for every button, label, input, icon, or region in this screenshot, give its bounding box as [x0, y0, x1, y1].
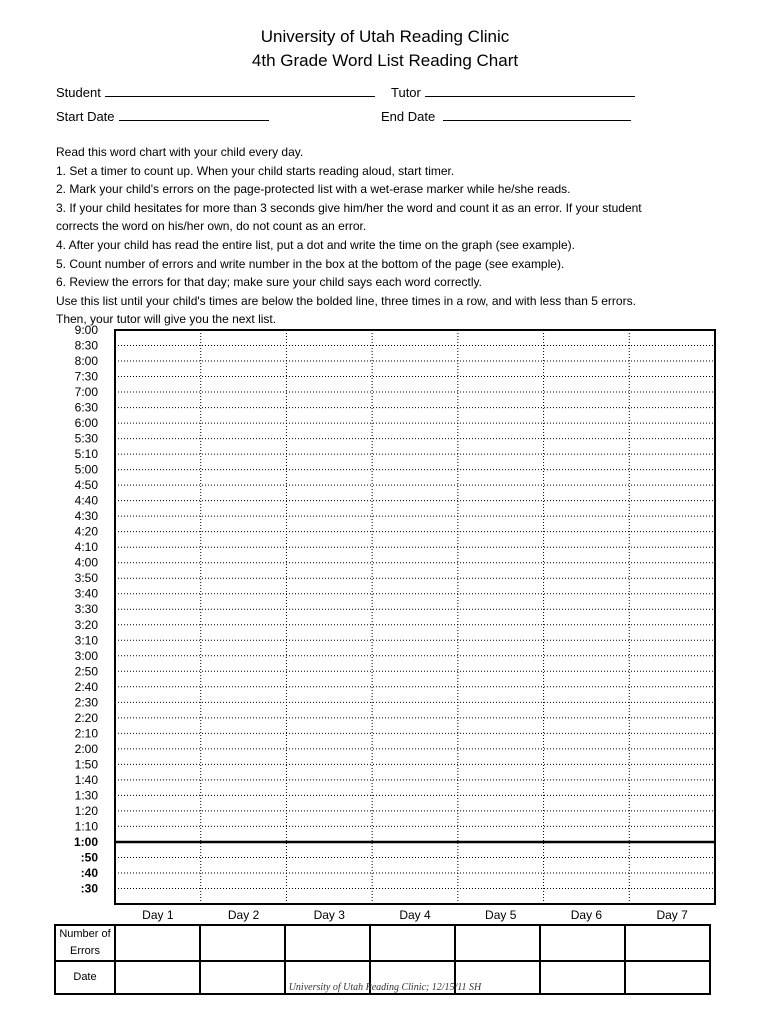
time-label: 6:00	[74, 416, 98, 431]
errors-cell-day-6[interactable]	[540, 925, 625, 961]
time-label: 5:30	[74, 431, 98, 446]
errors-cell-day-7[interactable]	[625, 925, 710, 961]
instruction-line: 6. Review the errors for that day; make sure your child says each word correctly.	[56, 275, 482, 290]
time-label: 1:30	[74, 788, 98, 803]
instruction-line: 4. After your child has read the entire list, put a dot and write the time on the graph (see example).	[56, 237, 575, 252]
page-title: University of Utah Reading Clinic	[260, 27, 510, 46]
time-label: 2:20	[74, 710, 98, 725]
day-label: Day 1	[142, 908, 174, 922]
errors-cell-day-1[interactable]	[115, 925, 200, 961]
time-label: 4:40	[74, 493, 98, 508]
time-label: 1:00	[73, 834, 98, 849]
time-label: 2:10	[74, 726, 98, 741]
time-label: 3:30	[74, 602, 98, 617]
time-label: 5:00	[74, 462, 98, 477]
instruction-line: corrects the word on his/her own, do not count as an error.	[56, 219, 367, 234]
time-label: 1:40	[74, 772, 98, 787]
day-label: Day 3	[313, 908, 345, 922]
time-label: 2:00	[74, 741, 98, 756]
time-label: 3:00	[74, 648, 98, 663]
instruction-line: 3. If your child hesitates for more than 3 seconds give him/her the word and count it as an error. If your student	[56, 200, 642, 215]
instruction-line: Then, your tutor will give you the next list.	[56, 312, 277, 327]
time-label: 3:10	[74, 633, 98, 648]
time-label: 7:30	[74, 369, 98, 384]
instruction-line: 2. Mark your child's errors on the page-protected list with a wet-erase marker while he/she reads.	[56, 182, 571, 197]
time-label: 5:10	[74, 447, 98, 462]
time-label: :30	[80, 881, 98, 896]
day-label: Day 4	[399, 908, 431, 922]
errors-cell-day-3[interactable]	[285, 925, 370, 961]
page-subtitle: 4th Grade Word List Reading Chart	[251, 51, 519, 70]
instruction-line: Use this list until your child's times are below the bolded line, three times in a row, and with less than 5 errors.	[56, 293, 636, 308]
errors-cell-day-2[interactable]	[200, 925, 285, 961]
time-label: 2:40	[74, 679, 98, 694]
errors-cell-day-5[interactable]	[455, 925, 540, 961]
time-label: 6:30	[74, 400, 98, 415]
time-label: 8:30	[74, 338, 98, 353]
time-label: 4:20	[74, 524, 98, 539]
day-label: Day 5	[485, 908, 517, 922]
time-label: 9:00	[74, 323, 98, 337]
time-label: 8:00	[74, 354, 98, 369]
student-label: Student	[56, 85, 101, 100]
day-label: Day 6	[570, 908, 603, 922]
time-label: 4:10	[74, 540, 98, 555]
time-label: 4:30	[74, 509, 98, 524]
start-date-label: Start Date	[56, 109, 115, 124]
errors-label-line2: Errors	[70, 945, 100, 957]
footer-credit: University of Utah Reading Clinic; 12/15/11 SH	[288, 982, 482, 993]
time-label: 3:50	[74, 571, 98, 586]
instruction-line: Read this word chart with your child every day.	[56, 145, 304, 159]
time-label: 1:10	[74, 819, 98, 834]
time-label: :40	[80, 865, 98, 880]
time-label: :50	[80, 850, 98, 865]
date-row-header: Date	[55, 961, 115, 994]
time-label: 2:30	[74, 695, 98, 710]
time-label: 4:00	[74, 555, 98, 570]
errors-row	[55, 925, 710, 961]
time-label: 1:20	[74, 803, 98, 818]
tutor-label: Tutor	[391, 85, 421, 100]
time-label: 3:40	[74, 586, 98, 601]
end-date-label: End Date	[381, 109, 436, 124]
errors-label-line1: Number of	[59, 928, 111, 940]
time-label: 2:50	[74, 664, 98, 679]
day-label: Day 2	[227, 908, 260, 922]
time-label: 3:20	[74, 617, 98, 632]
day-label: Day 7	[656, 908, 688, 922]
errors-cell-day-4[interactable]	[370, 925, 455, 961]
errors-row-header	[55, 925, 115, 961]
chart-border	[115, 330, 715, 904]
instruction-line: 1. Set a timer to count up. When your child starts reading aloud, start timer.	[56, 163, 455, 178]
instruction-line: 5. Count number of errors and write number in the box at the bottom of the page (see example).	[56, 256, 565, 271]
time-label: 1:50	[74, 757, 98, 772]
time-label: 7:00	[74, 385, 98, 400]
time-label: 4:50	[74, 478, 98, 493]
